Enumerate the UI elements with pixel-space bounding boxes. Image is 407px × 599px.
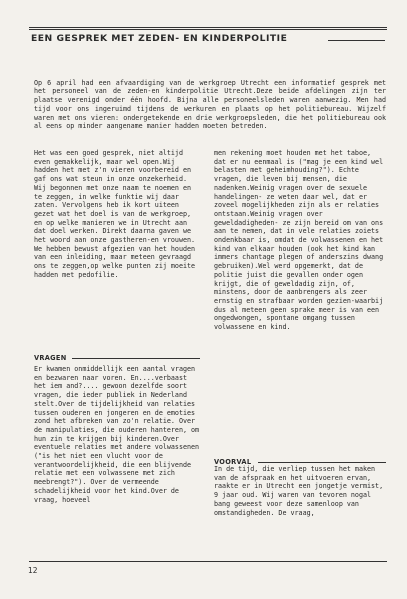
right-column-bottom (214, 465, 386, 517)
subheading-voorval: VOORVAL (214, 458, 252, 466)
right-column-paragraph-2: In de tijd, die verliep tussen het maken van de afspraak en het uitvoeren ervan, raakte er in Utrecht een jongetje vermist, 9 jaar oud. Wij waren van tevoren nogal bang geweest voor deze samenloop van omstandigheden. De vraag, (214, 465, 384, 517)
left-column-paragraph-2: Er kwamen onmiddellijk een aantal vragen en bezwaren naar voren. En....verbaast het iem and?.... gewoon dezelfde soort vragen, die ieder publiek in Nederland stelt.Over de tijdelijkheid van relaties tussen ouderen en jongeren en de emoties zond het afbreken van zo'n relatie. Over de manipulaties, die ouderen hanteren, om hun zin te krijgen bij kinderen.Over eventuele relaties met andere volwassenen ("is het niet een vlucht voor de verantwoordelijkheid, die een blijvende relatie met een volwassene met zich meebrengt?"). Over de vermeende schadelijkheid voor het kind.Over de vraag, hoeveel (34, 365, 200, 504)
right-column-top (214, 149, 386, 332)
bottom-border-line (29, 561, 387, 562)
left-column-paragraph-1: Het was een goed gesprek, niet altijd even gemakkelijk, maar wel open.Wij hadden het met z'n vieren voorbereid en gaf ons wat steun in onze onzekerheid. Wij begonnen met onze naam te noemen en te zeggen, in welke funktie wij daar zaten. Vervolgens heb ik kort uiteen gezet wat het doel is van de werkgroep, en op welke manieren we in Utrecht aan dat doel werken. Direkt daarna gaven we het woord aan onze gastheren-en vrouwen. We hebben bewust afgezien van het houden van een inleiding, maar meteen gevraagd ons te zeggen,op welke punten zij moeite hadden met pedofilie. (34, 149, 196, 279)
subheading-voorval-rule (258, 462, 386, 463)
article-heading: EEN GESPREK MET ZEDEN- EN KINDERPOLITIE (31, 33, 288, 44)
top-border-line-inner (29, 29, 387, 30)
subheading-vragen-rule (72, 358, 200, 359)
intro-paragraph: Op 6 april had een afvaardiging van de werkgroep Utrecht een informatief gesprek met het personeel van de zeden-en kinderpolitie Utrecht.Deze beide afdelingen zijn ter plaatse verenigd onder één hoofd. Bijna alle personeelsleden waren aanwezig. Men had tijd voor ons ingeruimd tijdens de werkuren en plaats op het politiebureau. Wijzelf waren met ons vieren: ondergetekende en drie werkgroepsleden, die het politiebureau ook al eens op minder aangename manier hadden moeten betreden. (34, 78, 386, 131)
subheading-vragen: VRAGEN (34, 354, 67, 362)
left-column-bottom (34, 365, 200, 504)
right-column-paragraph-1: men rekening moet houden met het taboe, dat er nu eenmaal is ("mag je een kind wel belasten met geheimhouding?"). Echte vragen, die leven bij mensen, die nadenken.Weinig vragen over de sexuele handelingen- ze weten daar wel, dat er zoveel mogelijkheden zijn als er relaties ontstaan.Weinig vragen over geweldadigheden- ze zijn bereid om van ons aan te nemen, dat in vele relaties zoiets ondenkbaar is, omdat de volwassenen en het kind van elkaar houden (ook het kind kan immers chantage plegen of anderszins dwang gebruiken).Wel werd opgemerkt, dat de politie juist die gevallen onder ogen krijgt, die of geweldadig zijn, of, minstens, door de aanbrengers als zeer ernstig en strafbaar worden gezien-waarbij dus al meteen geen sprake meer is van een ongedwongen, spontane omgang tussen volwassene en kind. (214, 149, 384, 332)
page-number: 12 (28, 566, 38, 575)
left-column-top (34, 149, 200, 280)
top-border-line (29, 27, 387, 28)
heading-rule (328, 40, 385, 41)
